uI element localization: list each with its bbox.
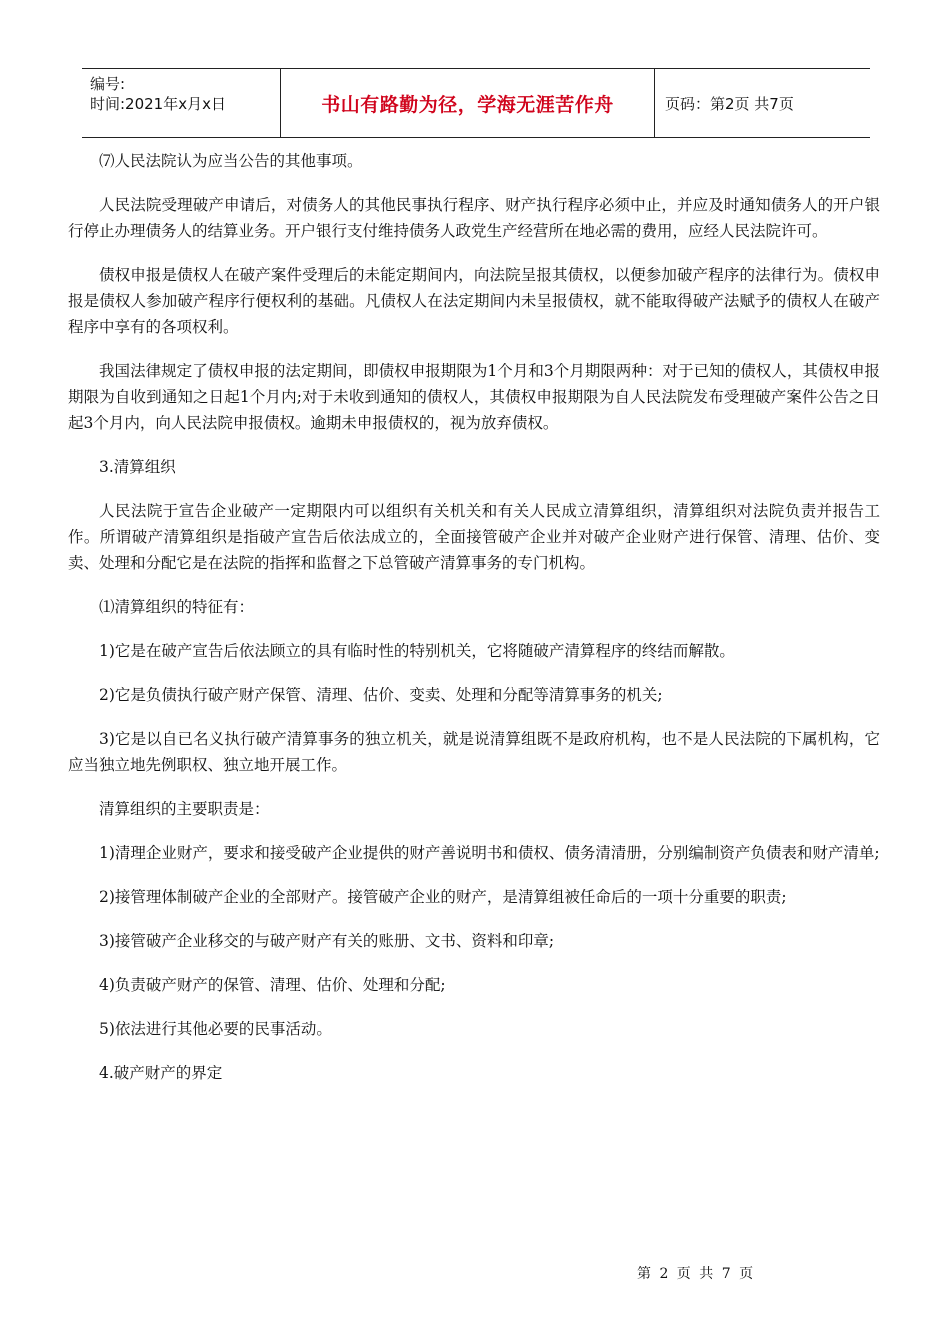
list-item: 2)它是负债执行破产财产保管、清理、估价、变卖、处理和分配等清算事务的机关; [99, 686, 663, 704]
document-header [82, 68, 870, 138]
list-item: 4)负责破产财产的保管、清理、估价、处理和分配; [99, 976, 446, 994]
paragraph: 清算组织的主要职责是： [99, 800, 270, 818]
page-info: 页码：第2页 共7页 [665, 94, 794, 113]
list-item: 1)清理企业财产，要求和接受破产企业提供的财产善说明书和债权、债务清清册，分别编制资产负债表和财产清单; [99, 844, 880, 862]
paragraph: 人民法院受理破产申请后，对债务人的其他民事执行程序、财产执行程序必须中止，并应及时通知债务人的开户银行停止办理债务人的结算业务。开户银行支付维持债务人政党生产经营所在地必需的费用，应经人民法院许可。 [68, 196, 880, 240]
document-body [68, 148, 880, 1104]
page-footer: 第 2 页 共 7 页 [637, 1266, 756, 1282]
list-item: 5)依法进行其他必要的民事活动。 [99, 1020, 332, 1038]
list-item: 3)接管破产企业移交的与破产财产有关的账册、文书、资料和印章; [99, 932, 555, 950]
motto: 书山有路勤为径，学海无涯苦作舟 [281, 69, 655, 137]
paragraph: ⑺人民法院认为应当公告的其他事项。 [99, 152, 363, 170]
paragraph: 债权申报是债权人在破产案件受理后的未能定期间内，向法院呈报其债权，以便参加破产程序的法律行为。债权申报是债权人参加破产程序行便权利的基础。凡债权人在法定期间内未呈报债权，就不能取得破产法赋予的债权人在破产程序中享有的各项权利。 [68, 266, 880, 336]
paragraph: ⑴清算组织的特征有： [99, 598, 255, 616]
section-heading: 3.清算组织 [99, 458, 176, 476]
list-item: 3)它是以自已名义执行破产清算事务的独立机关，就是说清算组既不是政府机构，也不是人民法院的下属机构，它应当独立地先例职权、独立地开展工作。 [68, 730, 880, 774]
section-heading: 4.破产财产的界定 [99, 1064, 223, 1082]
header-meta [82, 69, 281, 137]
paragraph: 人民法院于宣告企业破产一定期限内可以组织有关机关和有关人民成立清算组织，清算组织对法院负责并报告工作。所谓破产清算组织是指破产宣告后依法成立的，全面接管破产企业并对破产企业财产进行保管、清理、估价、变卖、处理和分配它是在法院的指挥和监督之下总管破产清算事务的专门机构。 [68, 502, 880, 572]
list-item: 2)接管理体制破产企业的全部财产。接管破产企业的财产，是清算组被任命后的一项十分重要的职责; [99, 888, 787, 906]
number-label: 编号: [90, 75, 126, 93]
paragraph: 我国法律规定了债权申报的法定期间，即债权申报期限为1个月和3个月期限两种：对于已知的债权人，其债权申报期限为自收到通知之日起1个月内;对于未收到通知的债权人，其债权申报期限为自人民法院发布受理破产案件公告之日起3个月内，向人民法院申报债权。逾期未申报债权的，视为放弃债权。 [68, 362, 880, 432]
time-label: 时间:2021年x月x日 [90, 95, 226, 113]
list-item: 1)它是在破产宣告后依法顾立的具有临时性的特别机关，它将随破产清算程序的终结而解散。 [99, 642, 735, 660]
